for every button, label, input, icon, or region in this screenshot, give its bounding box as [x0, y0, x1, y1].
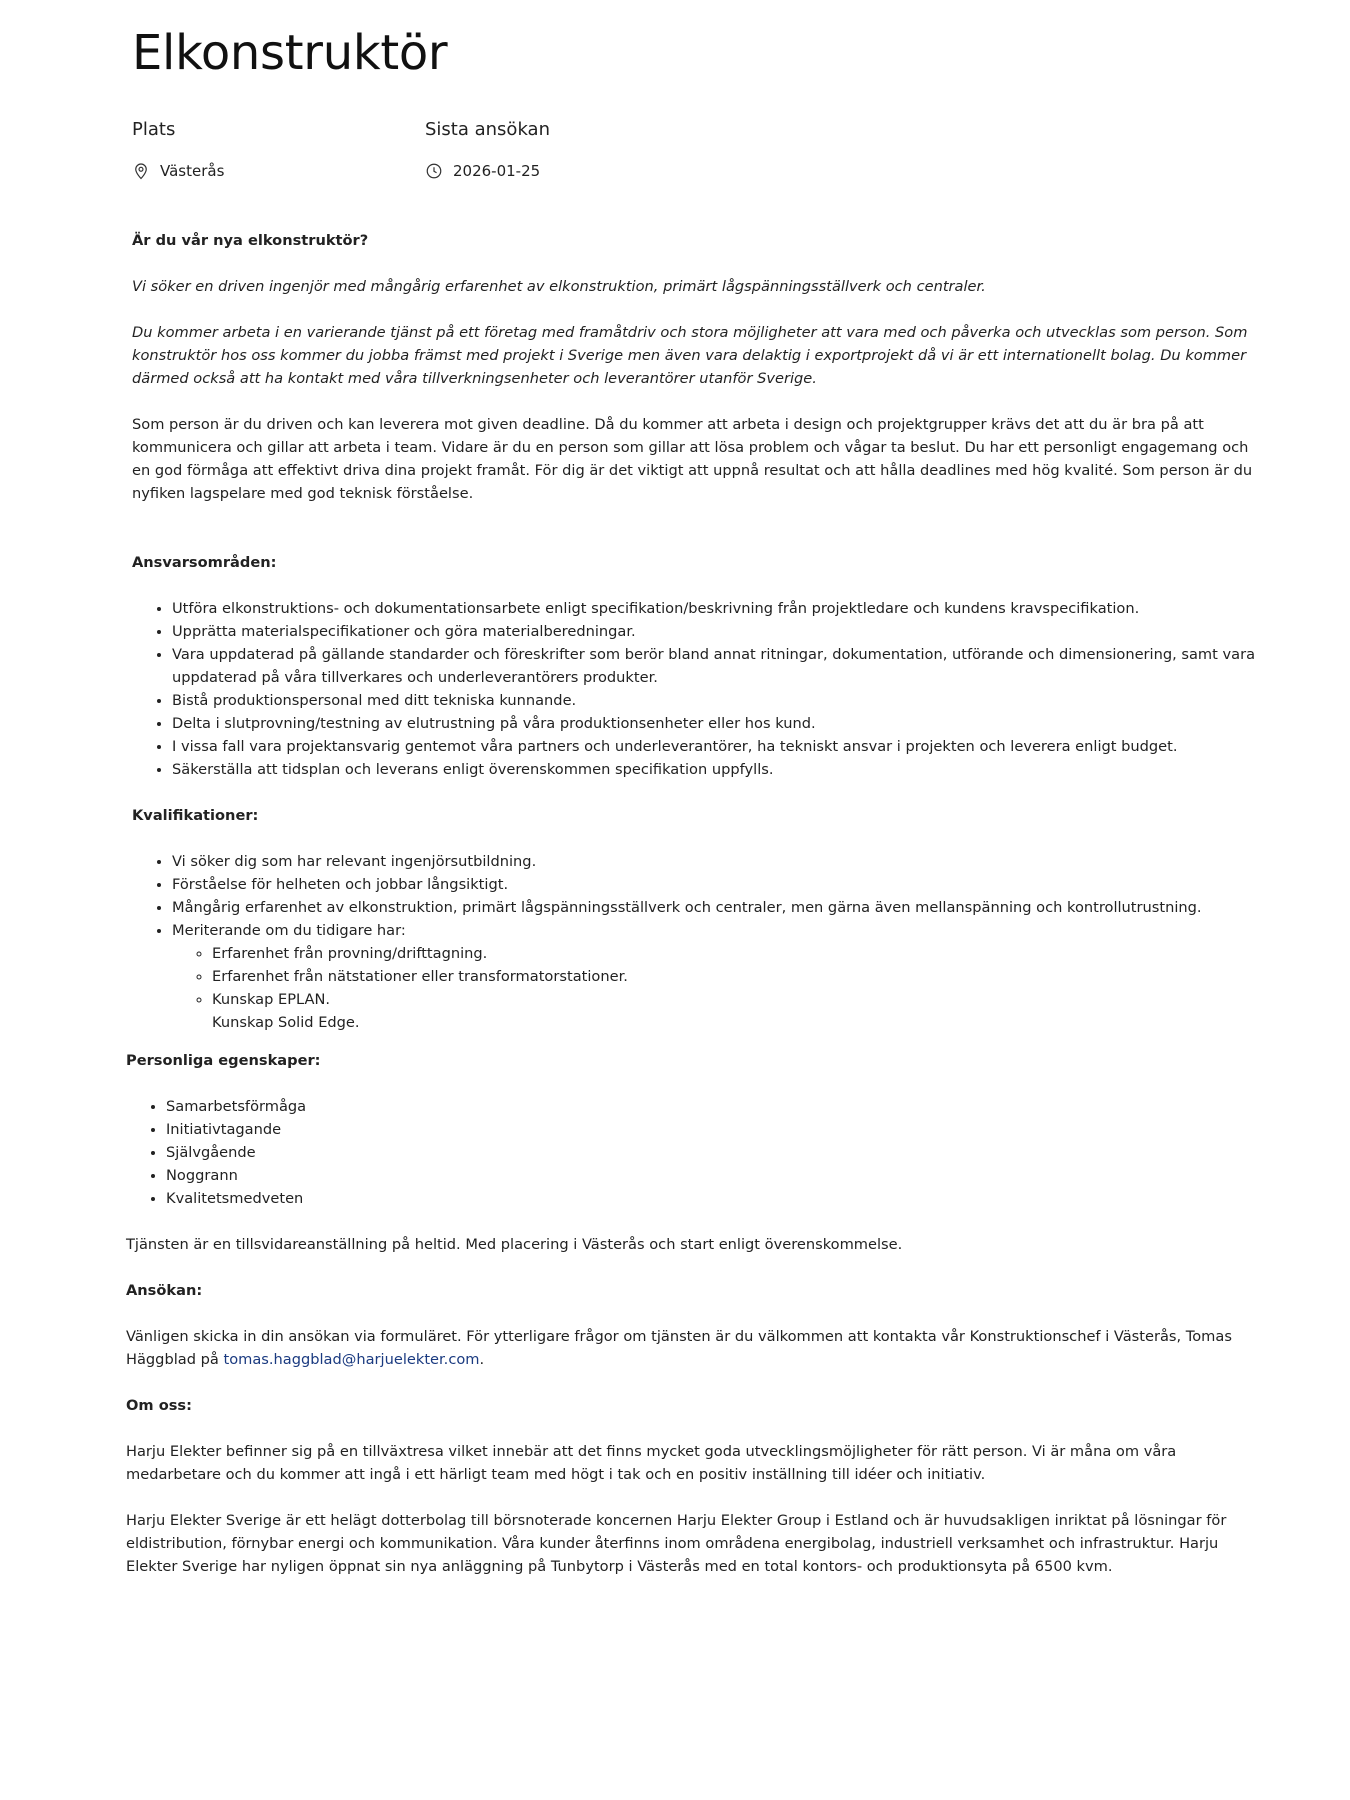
deadline-label: Sista ansökan	[425, 119, 550, 140]
application-period: .	[479, 1351, 485, 1368]
list-item: • Delta i slutprovning/testning av elutrustning på våra produktionsenheter eller hos kund.	[172, 712, 1262, 735]
responsibilities-heading: Ansvarsområden:	[132, 554, 277, 571]
intro-paragraph: Som person är du driven och kan leverera mot given deadline. Då du kommer att arbeta i design och projektgrupper krävs det att du är bra på att kommunicera och gillar att arbeta i team. Vidare är du en person som gillar att lösa problem och vågar ta beslut. Du har ett personligt engagemang och en god förmåga att effektivt driva dina projekt framåt. För dig är det viktigt att uppnå resultat och att hålla deadlines med hög kvalité. Som person är du nyfiken lagspelare med god teknisk förståelse.	[132, 416, 1253, 502]
list-item: • Självgående	[166, 1141, 1256, 1164]
job-description-part-2	[126, 1049, 1256, 1578]
employment-text: Tjänsten är en tillsvidareanställning på heltid. Med placering i Västerås och start enligt överenskommelse.	[126, 1236, 903, 1253]
deadline-block	[425, 118, 550, 182]
qualifications-list	[132, 850, 1262, 1031]
personal-list	[126, 1095, 1256, 1210]
list-item: ◦ Kunskap Solid Edge.	[212, 1011, 1262, 1031]
contact-email-link[interactable]: tomas.haggblad@harjuelekter.com	[223, 1351, 480, 1368]
list-item: • Utföra elkonstruktions- och dokumentationsarbete enligt specifikation/beskrivning från projektledare och kundens kravspecifikation.	[172, 597, 1262, 620]
about-paragraph-2: Harju Elekter Sverige är ett helägt dotterbolag till börsnoterade koncernen Harju Elekter Group i Estland och är huvudsakligen inriktat på lösningar för eldistribution, förnybar energi och kommunikation. Våra kunder återfinns inom områdena energibolag, industriell verksamhet och infrastruktur. Harju Elekter Sverige har nyligen öppnat sin nya anläggning på Tunbytorp i Västerås med en total kontors- och produktionsyta på 6500 kvm.	[126, 1512, 1227, 1575]
list-item: • Vara uppdaterad på gällande standarder och föreskrifter som berör bland annat ritningar, dokumentation, utförande och dimensionering, samt vara uppdaterad på våra tillverkares och underleverantörers produkter.	[172, 643, 1262, 689]
application-text: Vänligen skicka in din ansökan via formuläret. För ytterligare frågor om tjänsten är du välkommen att kontakta vår Konstruktionschef i Västerås, Tomas Häggblad på	[126, 1328, 1232, 1368]
personal-heading: Personliga egenskaper:	[126, 1052, 321, 1069]
responsibilities-list	[132, 597, 1262, 781]
intro-italic-2: Du kommer arbeta i en varierande tjänst på ett företag med framåtdriv och stora möjligheter att vara med och påverka och utvecklas som person. Som konstruktör hos oss kommer du jobba främst med projekt i Sverige men även vara delaktig i exportprojekt då vi är ett internationellt bolag. Du kommer därmed också att ha kontakt med våra tillverkningsenheter och leverantörer utanför Sverige.	[132, 324, 1248, 387]
list-item: • Vi söker dig som har relevant ingenjörsutbildning.	[172, 850, 1262, 873]
list-item: • Bistå produktionspersonal med ditt tekniska kunnande.	[172, 689, 1262, 712]
about-paragraph-1: Harju Elekter befinner sig på en tillväxtresa vilket innebär att det finns mycket goda utvecklingsmöjligheter för rätt person. Vi är måna om våra medarbetare och du kommer att ingå i ett härligt team med högt i tak och en positiv inställning till idéer och initiativ.	[126, 1443, 1177, 1483]
list-item: • Mångårig erfarenhet av elkonstruktion, primärt lågspänningsställverk och centraler, men gärna även mellanspänning och kontrollutrustning.	[172, 896, 1262, 919]
application-heading: Ansökan:	[126, 1282, 203, 1299]
list-item: • Kvalitetsmedveten	[166, 1187, 1256, 1210]
clock-icon	[425, 162, 443, 180]
location-value: Västerås	[160, 162, 225, 180]
list-item: • Upprätta materialspecifikationer och göra materialberedningar.	[172, 620, 1262, 643]
location-value-row	[132, 160, 224, 182]
list-item: ◦ Erfarenhet från nätstationer eller transformatorstationer.	[212, 965, 1262, 988]
about-heading: Om oss:	[126, 1397, 192, 1414]
location-label: Plats	[132, 119, 176, 140]
intro-italic-1: Vi söker en driven ingenjör med mångårig erfarenhet av elkonstruktion, primärt lågspänningsställverk och centraler.	[132, 278, 986, 295]
list-item: ◦ Erfarenhet från provning/drifttagning.	[212, 942, 1262, 965]
application-paragraph	[126, 1325, 1256, 1371]
deadline-value: 2026-01-25	[453, 162, 541, 180]
page-title: Elkonstruktör	[132, 25, 448, 81]
job-description-part-1	[132, 229, 1262, 1031]
qualifications-heading: Kvalifikationer:	[132, 807, 259, 824]
deadline-value-row	[425, 160, 550, 182]
list-item: • Meriterande om du tidigare har:	[172, 919, 1262, 942]
list-item: • Förståelse för helheten och jobbar långsiktigt.	[172, 873, 1262, 896]
list-item: • Initiativtagande	[166, 1118, 1256, 1141]
map-pin-icon	[132, 162, 150, 180]
meriterande-sublist	[172, 942, 1262, 1031]
list-item: • Samarbetsförmåga	[166, 1095, 1256, 1118]
list-item: • I vissa fall vara projektansvarig gentemot våra partners och underleverantörer, ha tekniskt ansvar i projekten och leverera enligt budget.	[172, 735, 1262, 758]
intro-heading: Är du vår nya elkonstruktör?	[132, 232, 369, 249]
list-item: ◦ Kunskap EPLAN.	[212, 988, 1262, 1011]
list-item: • Säkerställa att tidsplan och leverans enligt överenskommen specifikation uppfylls.	[172, 758, 1262, 781]
location-block	[132, 118, 224, 182]
list-item: • Noggrann	[166, 1164, 1256, 1187]
